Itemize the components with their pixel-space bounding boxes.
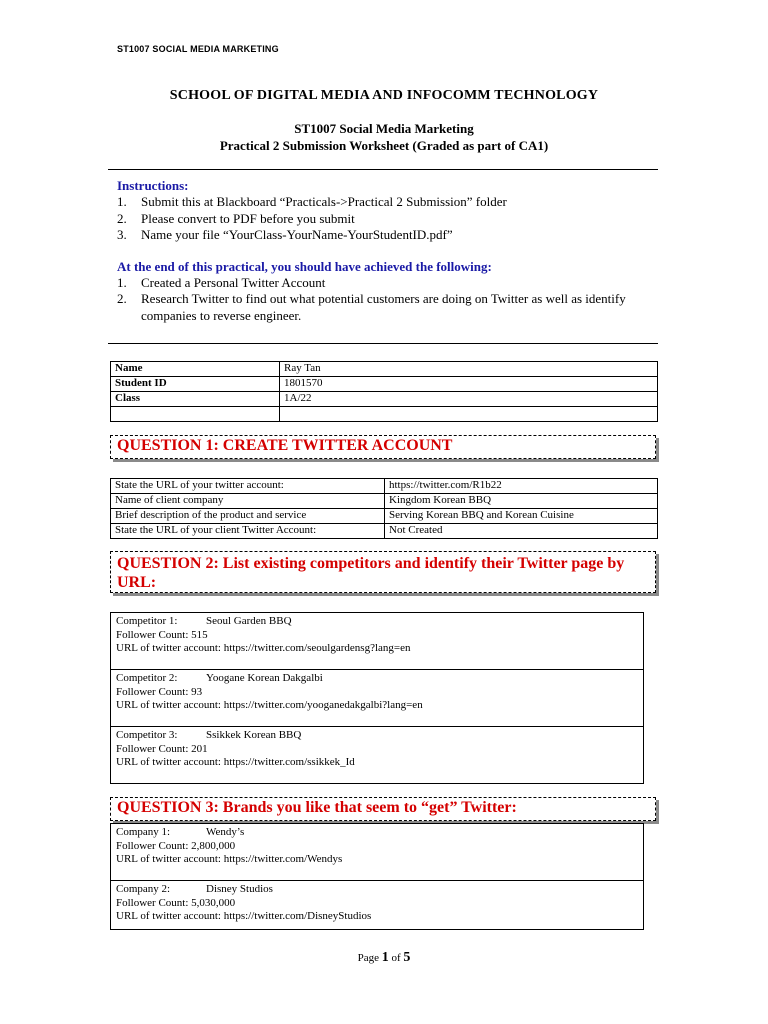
table-row: Student ID 1801570 xyxy=(111,377,658,392)
question-2-heading: QUESTION 2: List existing competitors and identify their Twitter page by URL: xyxy=(110,551,656,593)
table-row: Name of client company Kingdom Korean BBQ xyxy=(111,494,658,509)
instructions-section xyxy=(108,169,658,324)
worksheet-title: Practical 2 Submission Worksheet (Graded as part of CA1) xyxy=(219,138,549,153)
instruction-item: 3. Name your file “YourClass-YourName-YourStudentID.pdf” xyxy=(117,227,453,242)
table-row: State the URL of your twitter account: https://twitter.com/R1b22 xyxy=(111,479,658,494)
table-row: Class 1A/22 xyxy=(111,392,658,407)
objective-item: 2. Research Twitter to find out what potential customers are doing on Twitter as well as identify companies to reverse engineer. xyxy=(117,291,626,323)
divider xyxy=(108,343,658,344)
instructions-heading: Instructions: xyxy=(117,178,189,193)
competitors-table xyxy=(110,612,644,784)
question-3-heading: QUESTION 3: Brands you like that seem to “get” Twitter: xyxy=(110,797,656,821)
table-row: Competitor 1: Seoul Garden BBQ Follower Count: 515 URL of twitter account: https://twitter.com/seoulgardensg?lang=en xyxy=(111,613,644,670)
table-row: Competitor 3: Ssikkek Korean BBQ Follower Count: 201 URL of twitter account: https://twitter.com/ssikkek_Id xyxy=(111,727,644,784)
course-title: ST1007 Social Media Marketing xyxy=(294,121,474,136)
running-header: ST1007 SOCIAL MEDIA MARKETING xyxy=(117,44,279,54)
page-footer: Page 1 of 5 xyxy=(357,950,411,965)
table-row: Competitor 2: Yoogane Korean Dakgalbi Follower Count: 93 URL of twitter account: https://twitter.com/yooganedakgalbi?lang=en xyxy=(111,670,644,727)
school-title: SCHOOL OF DIGITAL MEDIA AND INFOCOMM TECHNOLOGY xyxy=(169,88,599,103)
table-row: Company 2: Disney Studios Follower Count: 5,030,000 URL of twitter account: https://twitter.com/DisneyStudios xyxy=(111,881,644,930)
question-1-heading: QUESTION 1: CREATE TWITTER ACCOUNT xyxy=(110,435,656,459)
brands-table xyxy=(110,823,644,930)
current-page: 1 xyxy=(381,950,389,965)
student-info-table xyxy=(110,361,658,422)
table-row: State the URL of your client Twitter Account: Not Created xyxy=(111,524,658,539)
table-row: Brief description of the product and service Serving Korean BBQ and Korean Cuisine xyxy=(111,509,658,524)
total-pages: 5 xyxy=(403,950,411,965)
instruction-item: 2. Please convert to PDF before you submit xyxy=(117,210,355,226)
table-row xyxy=(111,407,658,422)
instruction-item: 1. Submit this at Blackboard “Practicals->Practical 2 Submission” folder xyxy=(117,194,507,209)
objectives-heading: At the end of this practical, you should have achieved the following: xyxy=(117,258,492,274)
objective-item: 1. Created a Personal Twitter Account xyxy=(117,274,326,290)
question-1-table xyxy=(110,478,658,539)
table-row: Name Ray Tan xyxy=(111,362,658,377)
table-row: Company 1: Wendy’s Follower Count: 2,800,000 URL of twitter account: https://twitter.com/Wendys xyxy=(111,824,644,881)
